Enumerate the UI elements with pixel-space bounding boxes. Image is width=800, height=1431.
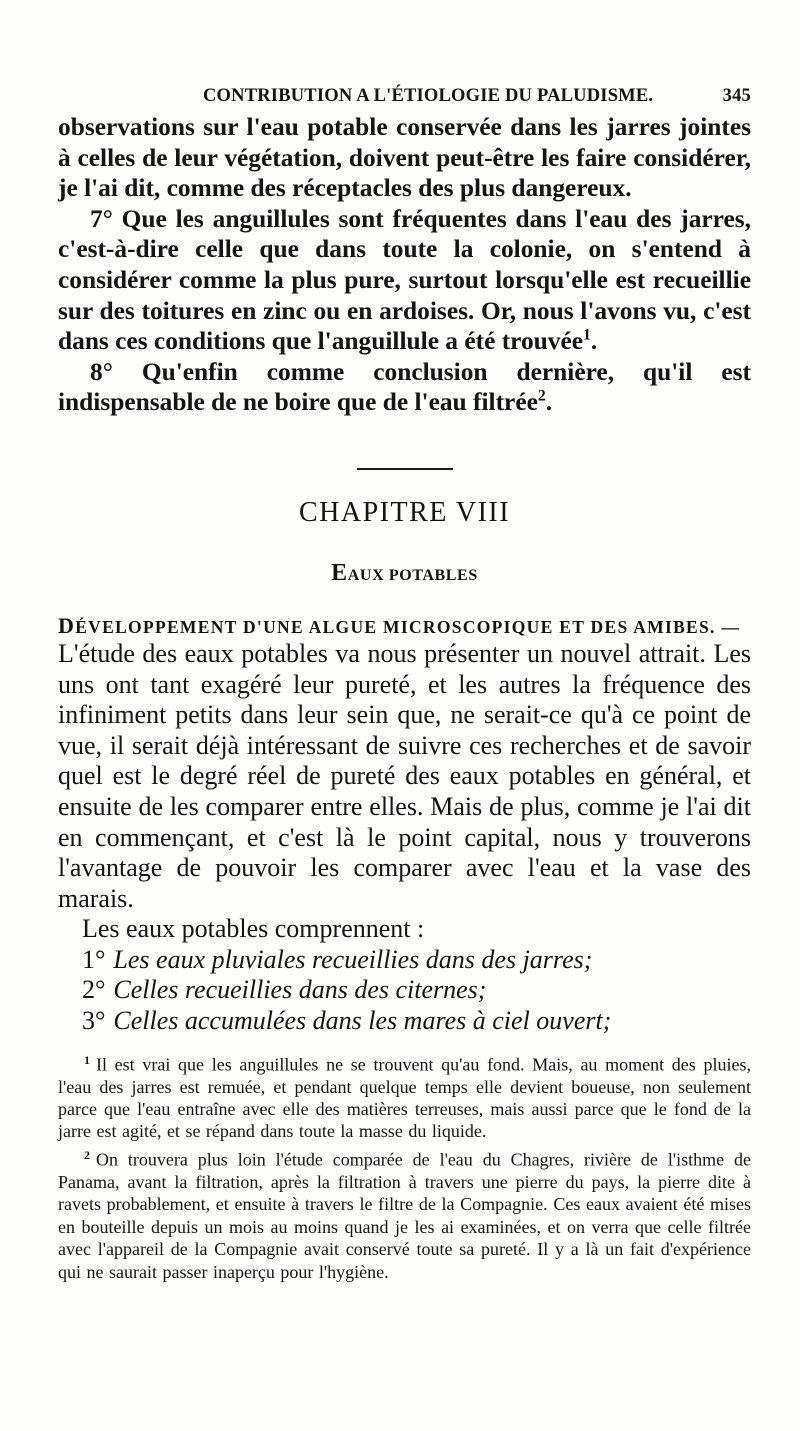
- footnotes: [58, 1049, 751, 1283]
- page-number: 345: [722, 86, 751, 106]
- section-title-initial: E: [331, 559, 348, 586]
- paragraph-item-8-end: .: [545, 388, 553, 417]
- footnote-1-text: Il est vrai que les anguillules ne se trouvent qu'au fond. Mais, au moment des pluies, l'eau des jarres est remuée, et pendant quelque temps elle devient boueuse, non seulement parce que l'eau entraîne avec elle des matières terreuses, mais aussi parce que le fond de la jarre est agité, et se répand dans toute la masse du liquide.: [58, 1054, 751, 1142]
- paragraph-list-intro: Les eaux potables comprennent :: [82, 914, 425, 944]
- footnote-2-text: On trouvera plus loin l'étude comparée de l'eau du Chagres, rivière de l'isthme de Panama, avant la filtration, après la filtration à travers une pierre du pays, la pierre dite à ravets probablement, et ensuite à travers le filtre de la Compagnie. Ces eaux avaient été mises en bouteille depuis un mois au moins quand je les ai examinées, et on verra que celle filtrée avec l'appareil de la Compagnie avait conservé toute sa pureté. Il y a là un fait d'expérience qui ne saurait passer inaperçu pour l'hygiène.: [58, 1149, 751, 1282]
- list-item-number: 1°: [82, 944, 106, 974]
- paragraph-item-7-end: .: [590, 327, 598, 356]
- paragraph-item-8-text: 8° Qu'enfin comme conclusion dernière, qu'il est indispensable de ne boire que de l'eau filtrée: [58, 357, 751, 417]
- paragraph-item-7: [58, 204, 751, 357]
- list-item-text: Celles accumulées dans les mares à ciel ouvert;: [113, 1006, 612, 1036]
- footnote-1: [58, 1049, 751, 1143]
- footnote-2: [58, 1144, 751, 1283]
- subsection-heading-initial: D: [58, 612, 76, 638]
- footnote-2-mark: 2: [84, 1147, 90, 1162]
- running-head: [58, 82, 751, 112]
- intro-section: [58, 112, 751, 418]
- paragraph-intro-study: L'étude des eaux potables va nous présenter un nouvel attrait. Les uns ont tant exagéré leur pureté, et les autres la fréquence des infiniment petits dans leur sein que, ne serait-ce qu'à ce point de vue, il serait déjà intéressant de suivre ces recherches et de savoir quel est le degré réel de pureté des eaux potables en général, et ensuite de les comparer entre elles. Mais de plus, comme je l'ai dit en commençant, et c'est là le point capital, nous y trouverons l'avantage de pouvoir les comparer avec l'eau et la vase des marais.: [58, 638, 751, 913]
- paragraph-item-8: [58, 357, 751, 418]
- list-item-text: Les eaux pluviales recueillies dans des jarres;: [113, 944, 593, 974]
- footnote-ref-1: 1: [583, 326, 591, 344]
- section-title: [58, 560, 751, 587]
- list-item: [58, 1006, 751, 1037]
- section-divider: [357, 468, 453, 470]
- list-item: [58, 945, 751, 976]
- list-item-number: 2°: [82, 975, 106, 1005]
- paragraph-continued: observations sur l'eau potable conservée dans les jarres jointes à celles de leur végétation, doivent peut-être les faire considérer, je l'ai dit, comme des réceptacles des plus dangereux.: [58, 113, 751, 203]
- list-item: [58, 975, 751, 1006]
- subsection-heading-rest: ÉVELOPPEMENT D'UNE ALGUE MICROSCOPIQUE ET DES AMIBES. —: [75, 616, 741, 637]
- water-types-list: [58, 945, 751, 1037]
- list-item-text: Celles recueillies dans des citernes;: [113, 975, 487, 1005]
- footnote-ref-2: 2: [537, 387, 546, 405]
- paragraph-item-7-text: 7° Que les anguillules sont fréquentes dans l'eau des jarres, c'est-à-dire celle que dans toute la colonie, on s'entend à considérer comme la plus pure, surtout lorsqu'elle est recueillie sur des toitures en zinc ou en ardoises. Or, nous l'avons vu, c'est dans ces conditions que l'anguillule a été trouvée: [58, 204, 751, 356]
- book-page: [58, 82, 751, 1283]
- chapter-title: CHAPITRE VIII: [298, 496, 511, 528]
- footnote-1-mark: 1: [84, 1052, 90, 1067]
- main-text: [58, 639, 751, 945]
- list-item-number: 3°: [82, 1006, 106, 1036]
- running-title: CONTRIBUTION A L'ÉTIOLOGIE DU PALUDISME.: [203, 86, 654, 106]
- section-title-rest: AUX POTABLES: [347, 566, 478, 584]
- subsection-heading: [58, 612, 751, 638]
